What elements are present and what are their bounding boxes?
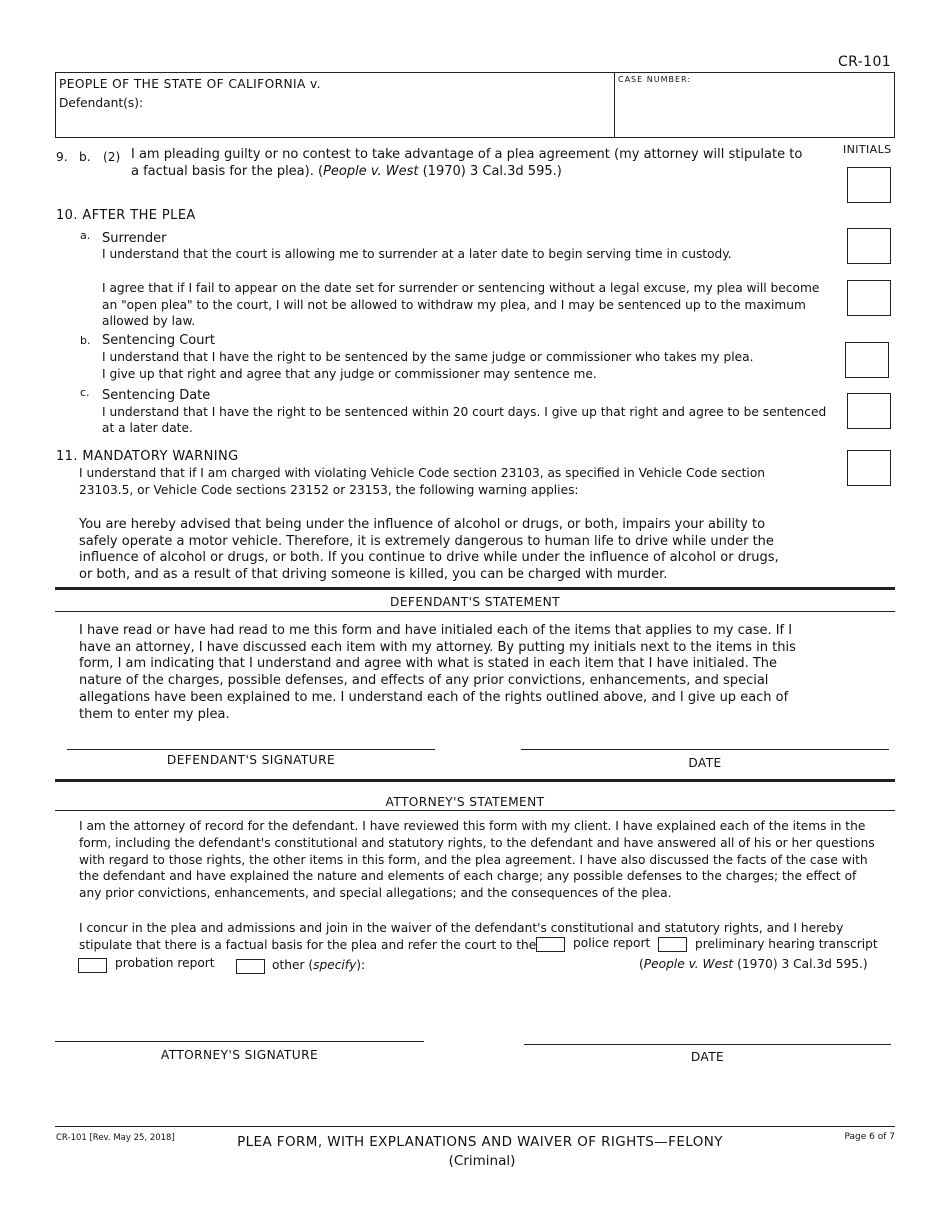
attorney-statement-line-1: I am the attorney of record for the defendant. I have reviewed this form with my client. I have explained each of the items in the xyxy=(79,819,866,833)
item-10c-text-2: at a later date. xyxy=(102,421,193,435)
attorney-signature-label: ATTORNEY'S SIGNATURE xyxy=(160,1048,319,1062)
divider xyxy=(55,810,895,811)
attorney-statement-line-5: any prior convictions, enhancements, and special allegations; and the consequences of the plea. xyxy=(79,886,672,900)
item-9-number: 9. xyxy=(56,150,68,164)
attorney-citation: (People v. West (1970) 3 Cal.3d 595.) xyxy=(639,957,868,971)
item-10-heading: 10. AFTER THE PLEA xyxy=(56,208,196,223)
item-10a-text-4: allowed by law. xyxy=(102,314,196,328)
item-10c-letter: c. xyxy=(80,386,90,399)
item-9-text-2: a factual basis for the plea). (People v. West (1970) 3 Cal.3d 595.) xyxy=(131,164,562,179)
defendant-statement-line-5: allegations have been explained to me. I understand each of the rights outlined above, and I give up each of xyxy=(79,690,789,705)
item-10c-text-1: I understand that I have the right to be sentenced within 20 court days. I give up that right and agree to be sentenced xyxy=(102,405,827,419)
defendant-statement-line-3: form, I am indicating that I understand and agree with what is stated in each item that I have initialed. The xyxy=(79,656,778,671)
defendant-statement-line-6: them to enter my plea. xyxy=(79,707,230,722)
section-rule xyxy=(55,587,895,590)
caption-divider xyxy=(614,72,615,138)
probation-report-label: probation report xyxy=(115,956,215,970)
initials-box-10a[interactable] xyxy=(847,228,891,264)
defendant-date-field[interactable] xyxy=(521,718,889,748)
item-11-text-2: 23103.5, or Vehicle Code sections 23152 or 23153, the following warning applies: xyxy=(79,483,579,497)
item-11-heading: 11. MANDATORY WARNING xyxy=(56,449,239,464)
item-10a-text-1: I understand that the court is allowing me to surrender at a later date to begin serving time in custody. xyxy=(102,247,732,261)
item-10a-text-2: I agree that if I fail to appear on the date set for surrender or sentencing without a legal excuse, my plea will become xyxy=(102,281,820,295)
warning-line-2: safely operate a motor vehicle. Therefore, it is extremely dangerous to human life to drive while under the xyxy=(79,534,774,549)
defendant-statement-line-2: have an attorney, I have discussed each item with my attorney. By putting my initials next to the items in this xyxy=(79,640,796,655)
other-specify-field[interactable] xyxy=(370,955,620,975)
police-report-label: police report xyxy=(573,936,651,950)
attorney-date-field[interactable] xyxy=(524,1013,891,1043)
item-9-text-1: I am pleading guilty or no contest to take advantage of a plea agreement (my attorney will stipulate to xyxy=(131,147,803,162)
case-number-input[interactable] xyxy=(616,88,892,134)
item-10c-title: Sentencing Date xyxy=(102,388,211,403)
divider xyxy=(55,611,895,612)
defendant-signature-line xyxy=(67,749,435,750)
other-checkbox[interactable] xyxy=(236,959,265,974)
attorney-date-label: DATE xyxy=(690,1050,725,1064)
defendant-date-line xyxy=(521,749,889,750)
item-10b-text-2: I give up that right and agree that any judge or commissioner may sentence me. xyxy=(102,367,597,381)
defendant-date-label: DATE xyxy=(688,756,722,770)
item-9-sub: b. xyxy=(79,150,91,164)
preliminary-hearing-label: preliminary hearing transcript xyxy=(695,937,878,951)
defendant-label: Defendant(s): xyxy=(59,96,144,110)
attorney-signature-line xyxy=(55,1041,424,1042)
item-11-text-1: I understand that if I am charged with violating Vehicle Code section 23103, as specified in Vehicle Code section xyxy=(79,466,766,480)
initials-box-10c[interactable] xyxy=(847,393,891,429)
police-report-checkbox[interactable] xyxy=(536,937,565,952)
item-10a-title: Surrender xyxy=(102,231,167,246)
case-name: People v. West xyxy=(323,164,419,179)
defendant-signature-label: DEFENDANT'S SIGNATURE xyxy=(166,753,336,767)
initials-box-10a-2[interactable] xyxy=(847,280,891,316)
attorney-statement-line-4: the defendant and have explained the nature and elements of each charge; any possible defenses to the charges; the effect of xyxy=(79,869,857,883)
attorney-signature-field[interactable] xyxy=(55,1010,424,1040)
item-10b-text-1: I understand that I have the right to be sentenced by the same judge or commissioner who takes my plea. xyxy=(102,350,754,364)
warning-line-4: or both, and as a result of that driving someone is killed, you can be charged with murder. xyxy=(79,567,668,582)
attorney-statement-heading: ATTORNEY'S STATEMENT xyxy=(385,795,545,809)
attorney-date-line xyxy=(524,1044,891,1045)
item-10b-letter: b. xyxy=(80,334,91,347)
footer-page: Page 6 of 7 xyxy=(844,1132,895,1142)
initials-box-10b[interactable] xyxy=(845,342,889,378)
probation-report-checkbox[interactable] xyxy=(78,958,107,973)
other-label: other (specify): xyxy=(272,958,366,972)
concur-line-2: stipulate that there is a factual basis for the plea and refer the court to the xyxy=(79,938,537,952)
initials-box-11[interactable] xyxy=(847,450,891,486)
footer-rev: CR-101 [Rev. May 25, 2018] xyxy=(56,1133,175,1143)
case-number-label: CASE NUMBER: xyxy=(618,75,692,84)
warning-line-1: You are hereby advised that being under the influence of alcohol or drugs, or both, impairs your ability to xyxy=(79,517,766,532)
attorney-statement-line-3: with regard to those rights, the other items in this form, and the plea agreement. I have also discussed the facts of the case with xyxy=(79,853,868,867)
defendant-statement-line-4: nature of the charges, possible defenses, and effects of any prior convictions, enhancements, and special xyxy=(79,673,769,688)
section-rule xyxy=(55,779,895,782)
footer-rule xyxy=(55,1126,895,1127)
initials-label: INITIALS xyxy=(843,143,892,156)
footer-subtitle: (Criminal) xyxy=(448,1153,516,1169)
defendant-name-field[interactable] xyxy=(150,93,610,131)
initials-box-9[interactable] xyxy=(847,167,891,203)
warning-line-3: influence of alcohol or drugs, or both. If you continue to drive while under the influence of alcohol or drugs, xyxy=(79,550,779,565)
defendant-signature-field[interactable] xyxy=(67,718,435,748)
preliminary-hearing-checkbox[interactable] xyxy=(658,937,687,952)
item-9-subsub: (2) xyxy=(103,150,121,164)
item-10a-letter: a. xyxy=(80,229,91,242)
caption-title: PEOPLE OF THE STATE OF CALIFORNIA v. xyxy=(59,77,321,91)
defendant-statement-heading: DEFENDANT'S STATEMENT xyxy=(390,595,560,609)
footer-title: PLEA FORM, WITH EXPLANATIONS AND WAIVER OF RIGHTS—FELONY xyxy=(237,1134,723,1150)
defendant-statement-line-1: I have read or have had read to me this form and have initialed each of the items that applies to my case. If I xyxy=(79,623,793,638)
attorney-statement-line-2: form, including the defendant's constitutional and statutory rights, to the defendant and have answered all of his or her questions xyxy=(79,836,875,850)
item-10a-text-3: an "open plea" to the court, I will not be allowed to withdraw my plea, and I may be sentenced up to the maximum xyxy=(102,298,806,312)
concur-line-1: I concur in the plea and admissions and join in the waiver of the defendant's constitutional and statutory rights, and I hereby xyxy=(79,921,844,935)
item-10b-title: Sentencing Court xyxy=(102,333,215,348)
form-id: CR-101 xyxy=(838,54,892,70)
